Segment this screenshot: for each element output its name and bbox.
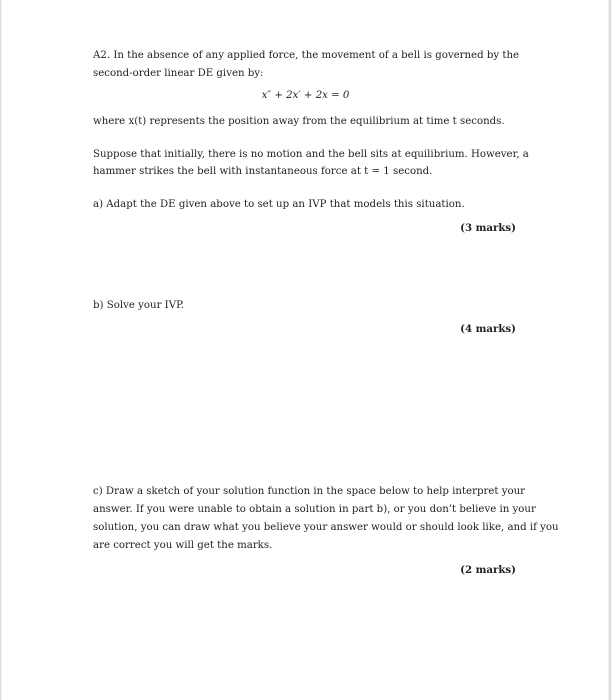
part-c-line-3: solution, you can draw what you believe your answer would or should look like, and if you: [93, 522, 559, 533]
differential-equation: x″ + 2x′ + 2x = 0: [261, 90, 350, 101]
page-edge-left: [0, 0, 2, 700]
question-intro-line-2: second-order linear DE given by:: [93, 68, 264, 79]
part-c-line-1: c) Draw a sketch of your solution function in the space below to help interpret your: [93, 486, 526, 497]
question-suppose-line-2: hammer strikes the bell with instantaneous force at t = 1 second.: [93, 166, 433, 177]
question-where-line: where x(t) represents the position away from the equilibrium at time t seconds.: [93, 116, 505, 127]
part-c-line-2: answer. If you were unable to obtain a solution in part b), or you don’t believe in your: [93, 504, 536, 515]
part-c-line-4: are correct you will get the marks.: [93, 540, 273, 551]
part-c-marks: (2 marks): [460, 564, 516, 576]
part-b-marks: (4 marks): [460, 323, 516, 335]
question-intro-line-1: A2. In the absence of any applied force, the movement of a bell is governed by the: [93, 50, 520, 61]
part-b-text: b) Solve your IVP.: [93, 300, 185, 311]
part-a-text: a) Adapt the DE given above to set up an IVP that models this situation.: [93, 199, 465, 210]
question-suppose-line-1: Suppose that initially, there is no motion and the bell sits at equilibrium. However, a: [93, 149, 529, 160]
part-a-marks: (3 marks): [460, 222, 516, 234]
